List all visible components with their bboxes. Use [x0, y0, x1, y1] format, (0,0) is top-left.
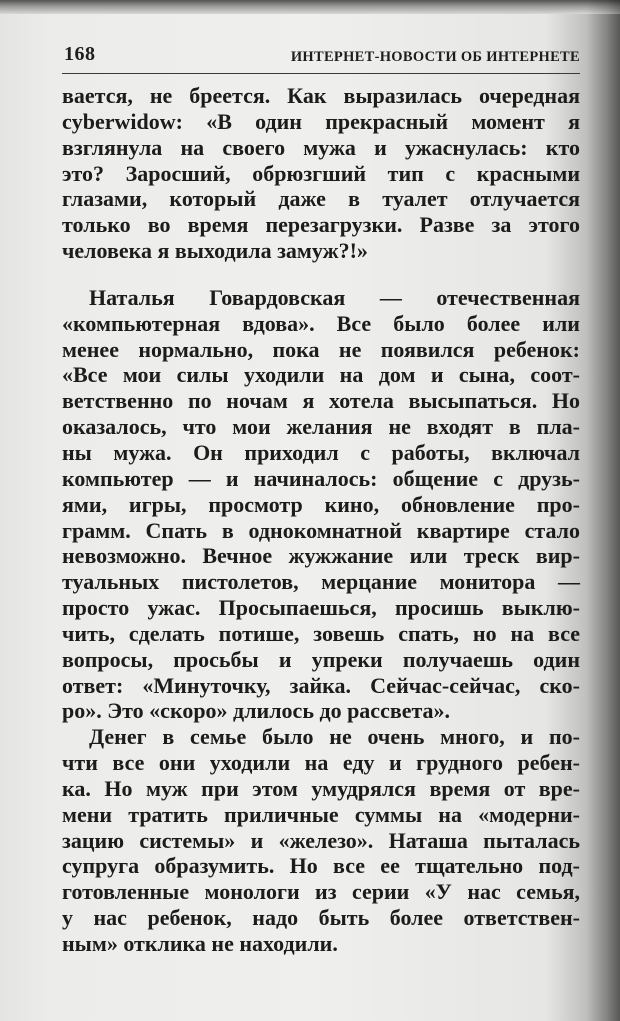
text-line: оказалось, что мои желания не входят в пла-: [62, 414, 580, 440]
text-line: туальных пистолетов, мерцание монитора —: [62, 569, 580, 595]
running-header: [62, 43, 580, 74]
text-line: чить, сделать потише, зовешь спать, но на все: [62, 620, 580, 646]
text-line: просто ужас. Просыпаешься, просишь выклю-: [62, 595, 580, 621]
text-line: вопросы, просьбы и упреки получаешь один: [62, 646, 580, 672]
text-line: вается, не бреется. Как выразилась очередная: [62, 83, 580, 108]
text-line: компьютер — и начиналось: общение с друзь-: [62, 465, 580, 491]
text-line: невозможно. Вечное жужжание или треск вир-: [62, 543, 580, 569]
text-line: Наталья Говардовская — отечественная: [89, 284, 580, 310]
text-line: только во время перезагрузки. Разве за этого: [62, 212, 580, 238]
paragraph: [62, 285, 580, 724]
paragraph: [62, 83, 580, 264]
body-text: [62, 83, 580, 957]
page-number: 168: [64, 43, 96, 65]
binding-shadow: [586, 0, 620, 1021]
text-line: Денег в семье было не очень много, и по-: [89, 724, 580, 750]
text-line: грамм. Спать в однокомнатной квартире стало: [62, 517, 580, 543]
running-title: ИНТЕРНЕТ-НОВОСТИ ОБ ИНТЕРНЕТЕ: [290, 49, 580, 65]
text-line: человека я выходила замуж?!»: [62, 238, 368, 264]
text-line: мени тратить приличные суммы на «модерни-: [62, 801, 580, 827]
text-line: «компьютерная вдова». Все было более или: [62, 310, 580, 336]
text-line: ями, игры, просмотр кино, обновление про-: [62, 491, 580, 517]
text-line: ро». Это «скоро» длилось до рассвета».: [62, 698, 451, 724]
text-line: ветственно по ночам я хотела высыпаться. Но: [62, 388, 580, 414]
text-line: ответ: «Минуточку, зайка. Сейчас-сейчас, ско-: [62, 672, 580, 698]
text-line: чти все они уходили на еду и грудного ребен-: [62, 750, 580, 776]
text-line: глазами, который даже в туалет отлучается: [62, 186, 580, 212]
text-line: супруга образумить. Но все ее тщательно под-: [62, 853, 580, 879]
text-line: «Все мои силы уходили на дом и сына, соот-: [62, 362, 580, 388]
text-line: ка. Но муж при этом умудрялся время от вре-: [62, 775, 580, 801]
paragraph-gap: [62, 264, 580, 285]
text-line: у нас ребенок, надо быть более ответствен-: [62, 905, 580, 931]
paragraph: [62, 724, 580, 957]
text-line: менее нормально, пока не появился ребенок:: [62, 336, 580, 362]
text-line: это? Заросший, обрюзгший тип с красными: [62, 160, 580, 186]
text-line: ным» отклика не находили.: [62, 931, 338, 956]
text-line: готовленные монологи из серии «У нас семья,: [62, 879, 580, 905]
text-line: зацию системы» и «железо». Наташа пыталась: [62, 827, 580, 853]
page-top-edge: [0, 0, 620, 14]
text-line: cyberwidow: «В один прекрасный момент я: [62, 108, 580, 134]
text-line: ны мужа. Он приходил с работы, включал: [62, 439, 580, 465]
text-line: взглянула на своего мужа и ужаснулась: кто: [62, 134, 580, 160]
